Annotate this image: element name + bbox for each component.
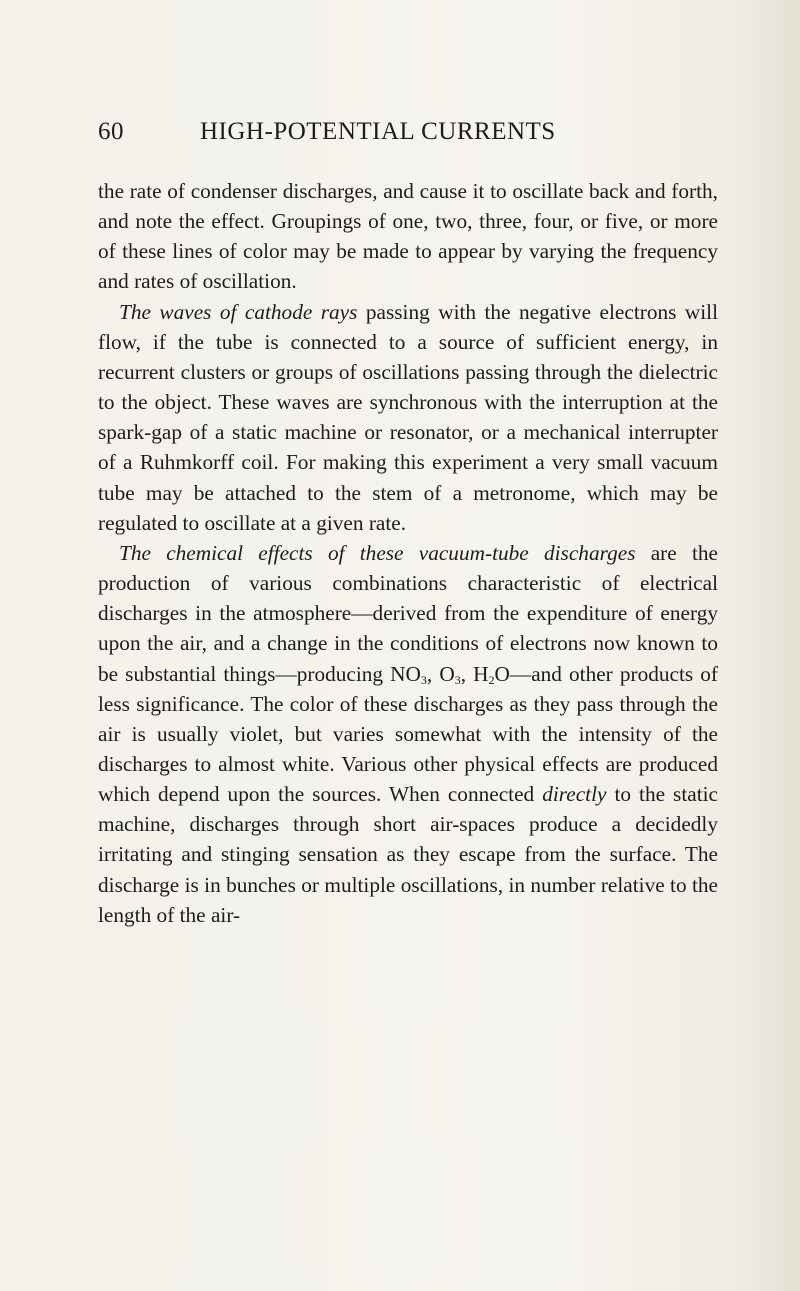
paragraph-1-text: the rate of condenser discharges, and cause it to oscillate back and forth, and note the effect. Groupings of one, two, three, four, or five, or more of these lines of color may be made to appear by varying the frequency and rates of oscillation.	[98, 179, 718, 294]
italic-directly: directly	[542, 782, 607, 807]
formula-o3	[439, 662, 460, 686]
formula-h2o-subscript: 2	[488, 672, 495, 687]
paragraph-3	[98, 538, 718, 930]
paragraph-3-text-part-1: are the production of various combinations characteristic of electrical discharges in the atmosphere—derived from the expenditure of energy upon the air, and a change in the conditions of electrons now known to be substantial things—producing	[98, 540, 718, 686]
formula-h2o	[473, 662, 510, 686]
running-head	[98, 118, 718, 150]
page-number: 60	[98, 118, 124, 145]
running-title: HIGH-POTENTIAL CURRENTS	[200, 118, 556, 145]
paragraph-2	[98, 297, 718, 538]
book-page	[98, 118, 718, 930]
formula-separator-2: ,	[460, 661, 474, 686]
formula-no3-base: NO	[390, 661, 421, 686]
paragraph-1	[98, 176, 718, 297]
formula-o3-subscript: 3	[454, 672, 461, 687]
paragraph-2-italic-heading: The waves of cathode rays	[119, 299, 358, 324]
formula-no3-subscript: 3	[420, 672, 427, 687]
paragraph-3-italic-heading: The chemical effects of these vacuum-tube discharges	[119, 540, 636, 565]
formula-h2o-base-o: O	[494, 661, 510, 686]
paragraph-3-text-part-3: to the static machine, discharges through short air-spaces produce a decidedly irritating and stinging sensation as they escape from the surface. The discharge is in bunches or multiple oscillations, in number relative to the length of the air-	[98, 782, 718, 927]
formula-o3-base: O	[439, 661, 455, 686]
paragraph-2-text: passing with the negative electrons will flow, if the tube is connected to a source of sufficient energy, in recurrent clusters or groups of oscillations passing through the dielectric to the object. These waves are synchronous with the interruption at the spark-gap of a static machine or resonator, or a mechanical interrupter of a Ruhmkorff coil. For making this experiment a very small vacuum tube may be attached to the stem of a metronome, which may be regulated to oscillate at a given rate.	[98, 299, 718, 535]
body-text	[98, 176, 718, 930]
formula-separator-1: ,	[426, 661, 440, 686]
formula-h2o-base-h: H	[473, 661, 489, 686]
formula-no3	[390, 662, 427, 686]
paragraph-3-text-part-2: —and other products of less significance. The color of these discharges as they pass through the air is usually violet, but varies somewhat with the intensity of the discharges to almost white. Various other physical effects are produced which depend upon the sources. When connected	[98, 661, 718, 807]
